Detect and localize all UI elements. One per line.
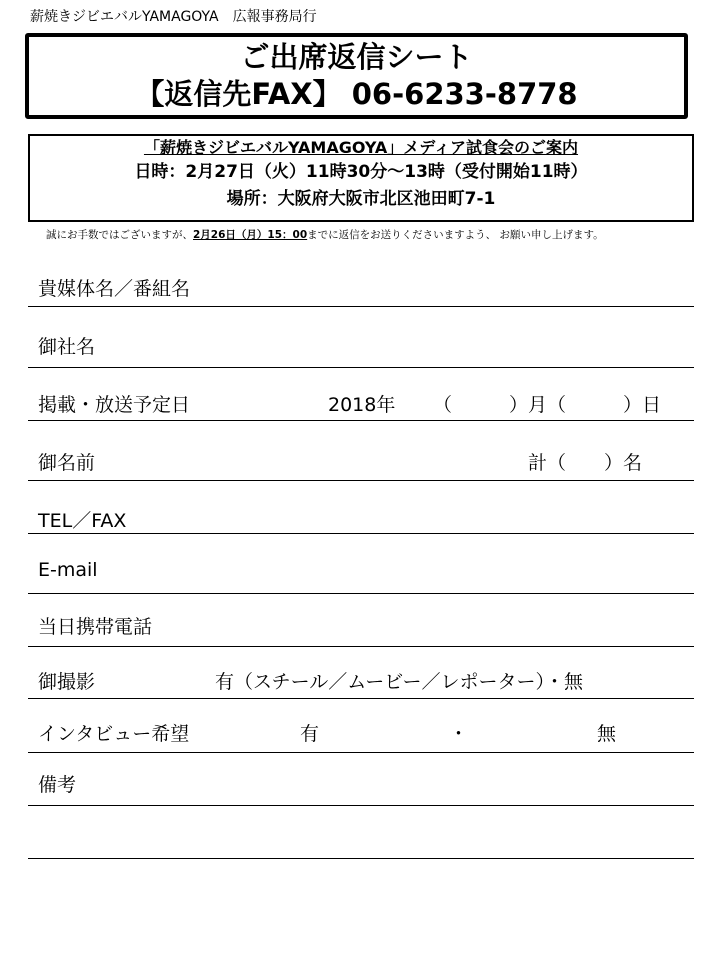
note-before: 誠にお手数ではございますが、 [46,229,193,241]
mobile-label: 当日携帯電話 [38,616,153,638]
photo-label: 御撮影 [38,671,96,693]
schedule-year: 2018年 [328,394,396,416]
form-row-remarks-extra[interactable] [28,815,694,859]
form-row-schedule[interactable] [28,378,694,421]
company-label: 御社名 [38,336,96,358]
event-title: 「薪焼きジビエバルYAMAGOYA」メディア試食会のご案内 [143,138,579,157]
page-title: ご出席返信シート [240,40,473,74]
title-box [25,33,688,119]
form-row-email[interactable] [28,545,694,594]
interview-yes-option[interactable]: 有 [300,723,320,745]
interview-separator: ・ [449,723,469,745]
event-info-box [28,134,694,222]
interview-label: インタビュー希望 [38,723,190,745]
attendee-count: 計（ ）名 [528,452,643,474]
interview-no-option[interactable]: 無 [597,723,617,745]
email-label: E-mail [38,559,98,581]
reply-deadline: 2月26日（月）15：00 [193,229,308,241]
reply-note [46,227,604,242]
name-label: 御名前 [38,452,96,474]
schedule-label: 掲載・放送予定日 [38,394,191,416]
form-row-mobile[interactable] [28,600,694,647]
form-row-interview[interactable] [28,707,694,753]
media-name-label: 貴媒体名／番組名 [38,278,191,300]
note-after: までに返信をお送りくださいますよう、 お願い申し上げます。 [307,229,604,241]
organizer-header: 薪焼きジビエバルYAMAGOYA 広報事務局行 [30,9,317,25]
form-row-media[interactable] [28,260,694,307]
telfax-label: TEL／FAX [38,510,127,532]
form-row-company[interactable] [28,318,694,368]
event-place: 場所：大阪府大阪市北区池田町7-1 [226,189,496,209]
form-row-telfax[interactable] [28,490,694,534]
schedule-month-day: （ ）月（ ）日 [433,394,662,416]
photo-options[interactable]: 有（スチール／ムービー／レポーター）・無 [215,671,584,693]
form-row-photo[interactable] [28,655,694,699]
form-row-remarks[interactable] [28,760,694,806]
event-datetime: 日時：2月27日（火）11時30分～13時（受付開始11時） [134,162,588,182]
fax-number: 【返信先FAX】 06-6233-8778 [135,77,578,111]
remarks-label: 備考 [38,774,77,796]
form-row-name[interactable] [28,432,694,481]
